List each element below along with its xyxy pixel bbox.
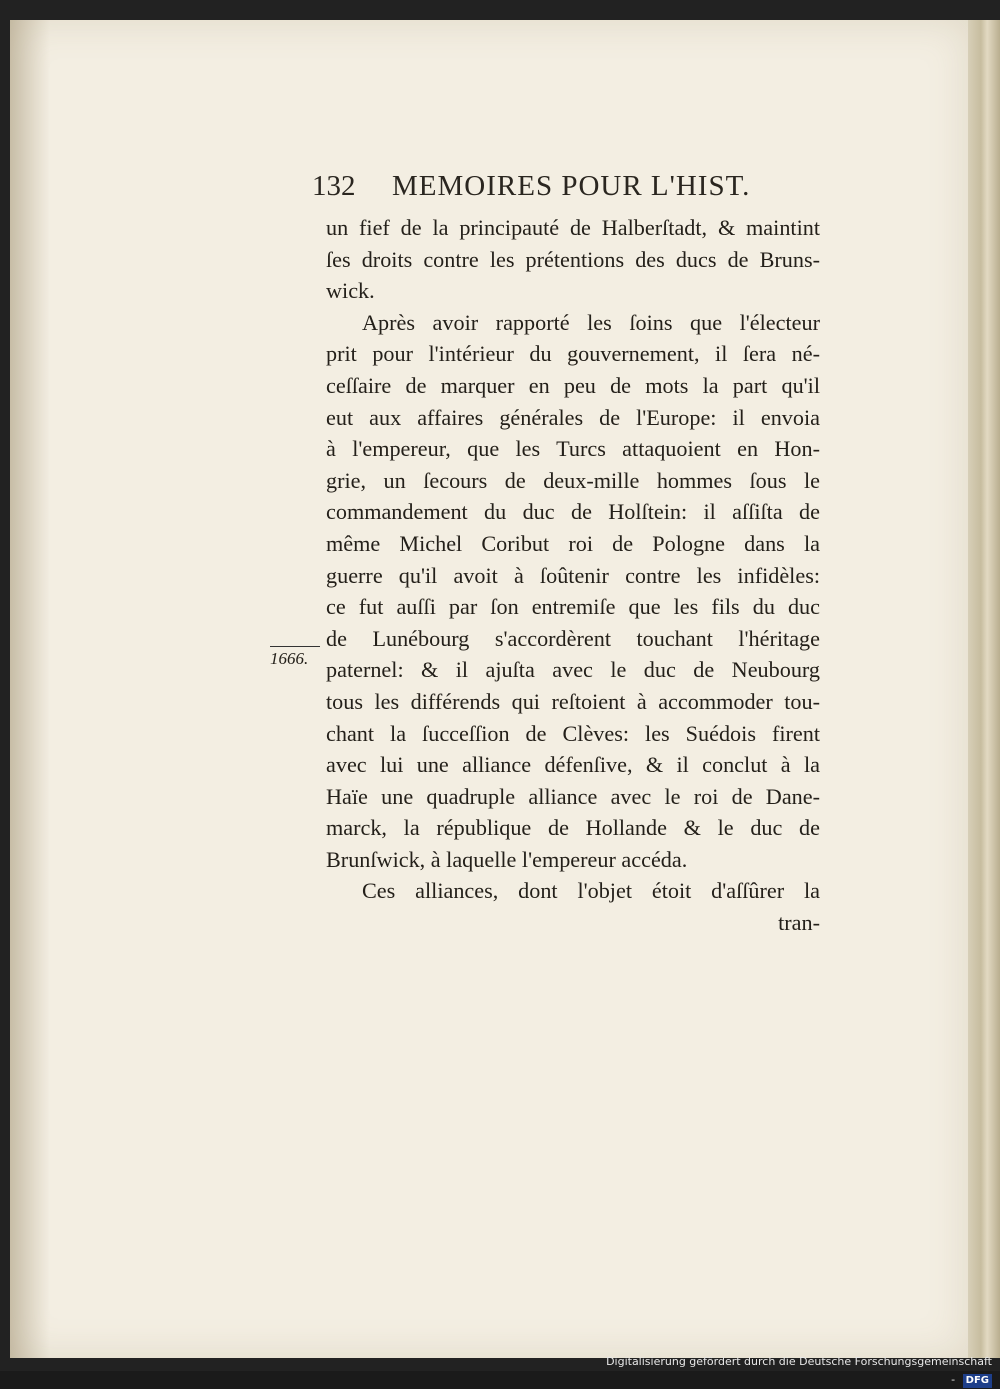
text-line: Ces alliances, dont l'objet étoit d'aſſûrer la xyxy=(362,878,820,904)
text-line: un fief de la principauté de Halberſtadt, & maintint xyxy=(326,215,820,240)
text-line: de Lunébourg s'accordèrent touchant l'héritage xyxy=(326,625,820,651)
text-line: avec lui une alliance défenſive, & il conclut à la xyxy=(326,752,820,778)
text-line: guerre qu'il avoit à ſoûtenir contre les infidèles: xyxy=(326,562,820,588)
text-line: Brunſwick, à laquelle l'empereur accéda. xyxy=(326,846,688,872)
page-header xyxy=(312,168,832,208)
body-text xyxy=(326,212,820,939)
text-line: même Michel Coribut roi de Pologne dans la xyxy=(326,530,820,556)
text-line: commandement du duc de Holſtein: il aſſiſta de xyxy=(326,499,820,525)
text-line: ce fut auſſi par ſon entremiſe que les fils du duc xyxy=(326,594,820,620)
spine-shadow xyxy=(10,20,50,1358)
catchword: tran- xyxy=(778,910,820,936)
digitization-footer xyxy=(600,1353,1000,1386)
running-title: MEMOIRES POUR L'HIST. xyxy=(392,170,751,202)
margin-date-note: 1666. xyxy=(270,646,320,669)
text-line: à l'empereur, que les Turcs attaquoient en Hon- xyxy=(326,436,820,462)
text-line: Après avoir rapporté les ſoins que l'électeur xyxy=(362,309,820,335)
dfg-logo: DFG xyxy=(963,1374,992,1388)
text-line: ceſſaire de marquer en peu de mots la part qu'il xyxy=(326,372,820,398)
text-line: prit pour l'intérieur du gouvernement, il ſera né- xyxy=(326,341,820,367)
text-line: wick. xyxy=(326,278,375,304)
footer-credit: Digitalisierung gefördert durch die Deutsche Forschungsgemeinschaft - xyxy=(606,1355,992,1386)
text-line: paternel: & il ajuſta avec le duc de Neubourg xyxy=(326,657,820,683)
text-line: eut aux affaires générales de l'Europe: il envoia xyxy=(326,404,820,430)
text-line: ſes droits contre les prétentions des ducs de Bruns- xyxy=(326,246,820,272)
text-line: grie, un ſecours de deux-mille hommes ſous le xyxy=(326,467,820,493)
text-line: tous les différends qui reſtoient à accommoder tou- xyxy=(326,688,820,714)
text-line: Haïe une quadruple alliance avec le roi de Dane- xyxy=(326,783,820,809)
page-number: 132 xyxy=(312,170,356,202)
page-edge-stack xyxy=(968,20,1000,1358)
text-line: chant la ſucceſſion de Clèves: les Suédois firent xyxy=(326,720,820,746)
text-line: marck, la république de Hollande & le duc de xyxy=(326,815,820,841)
